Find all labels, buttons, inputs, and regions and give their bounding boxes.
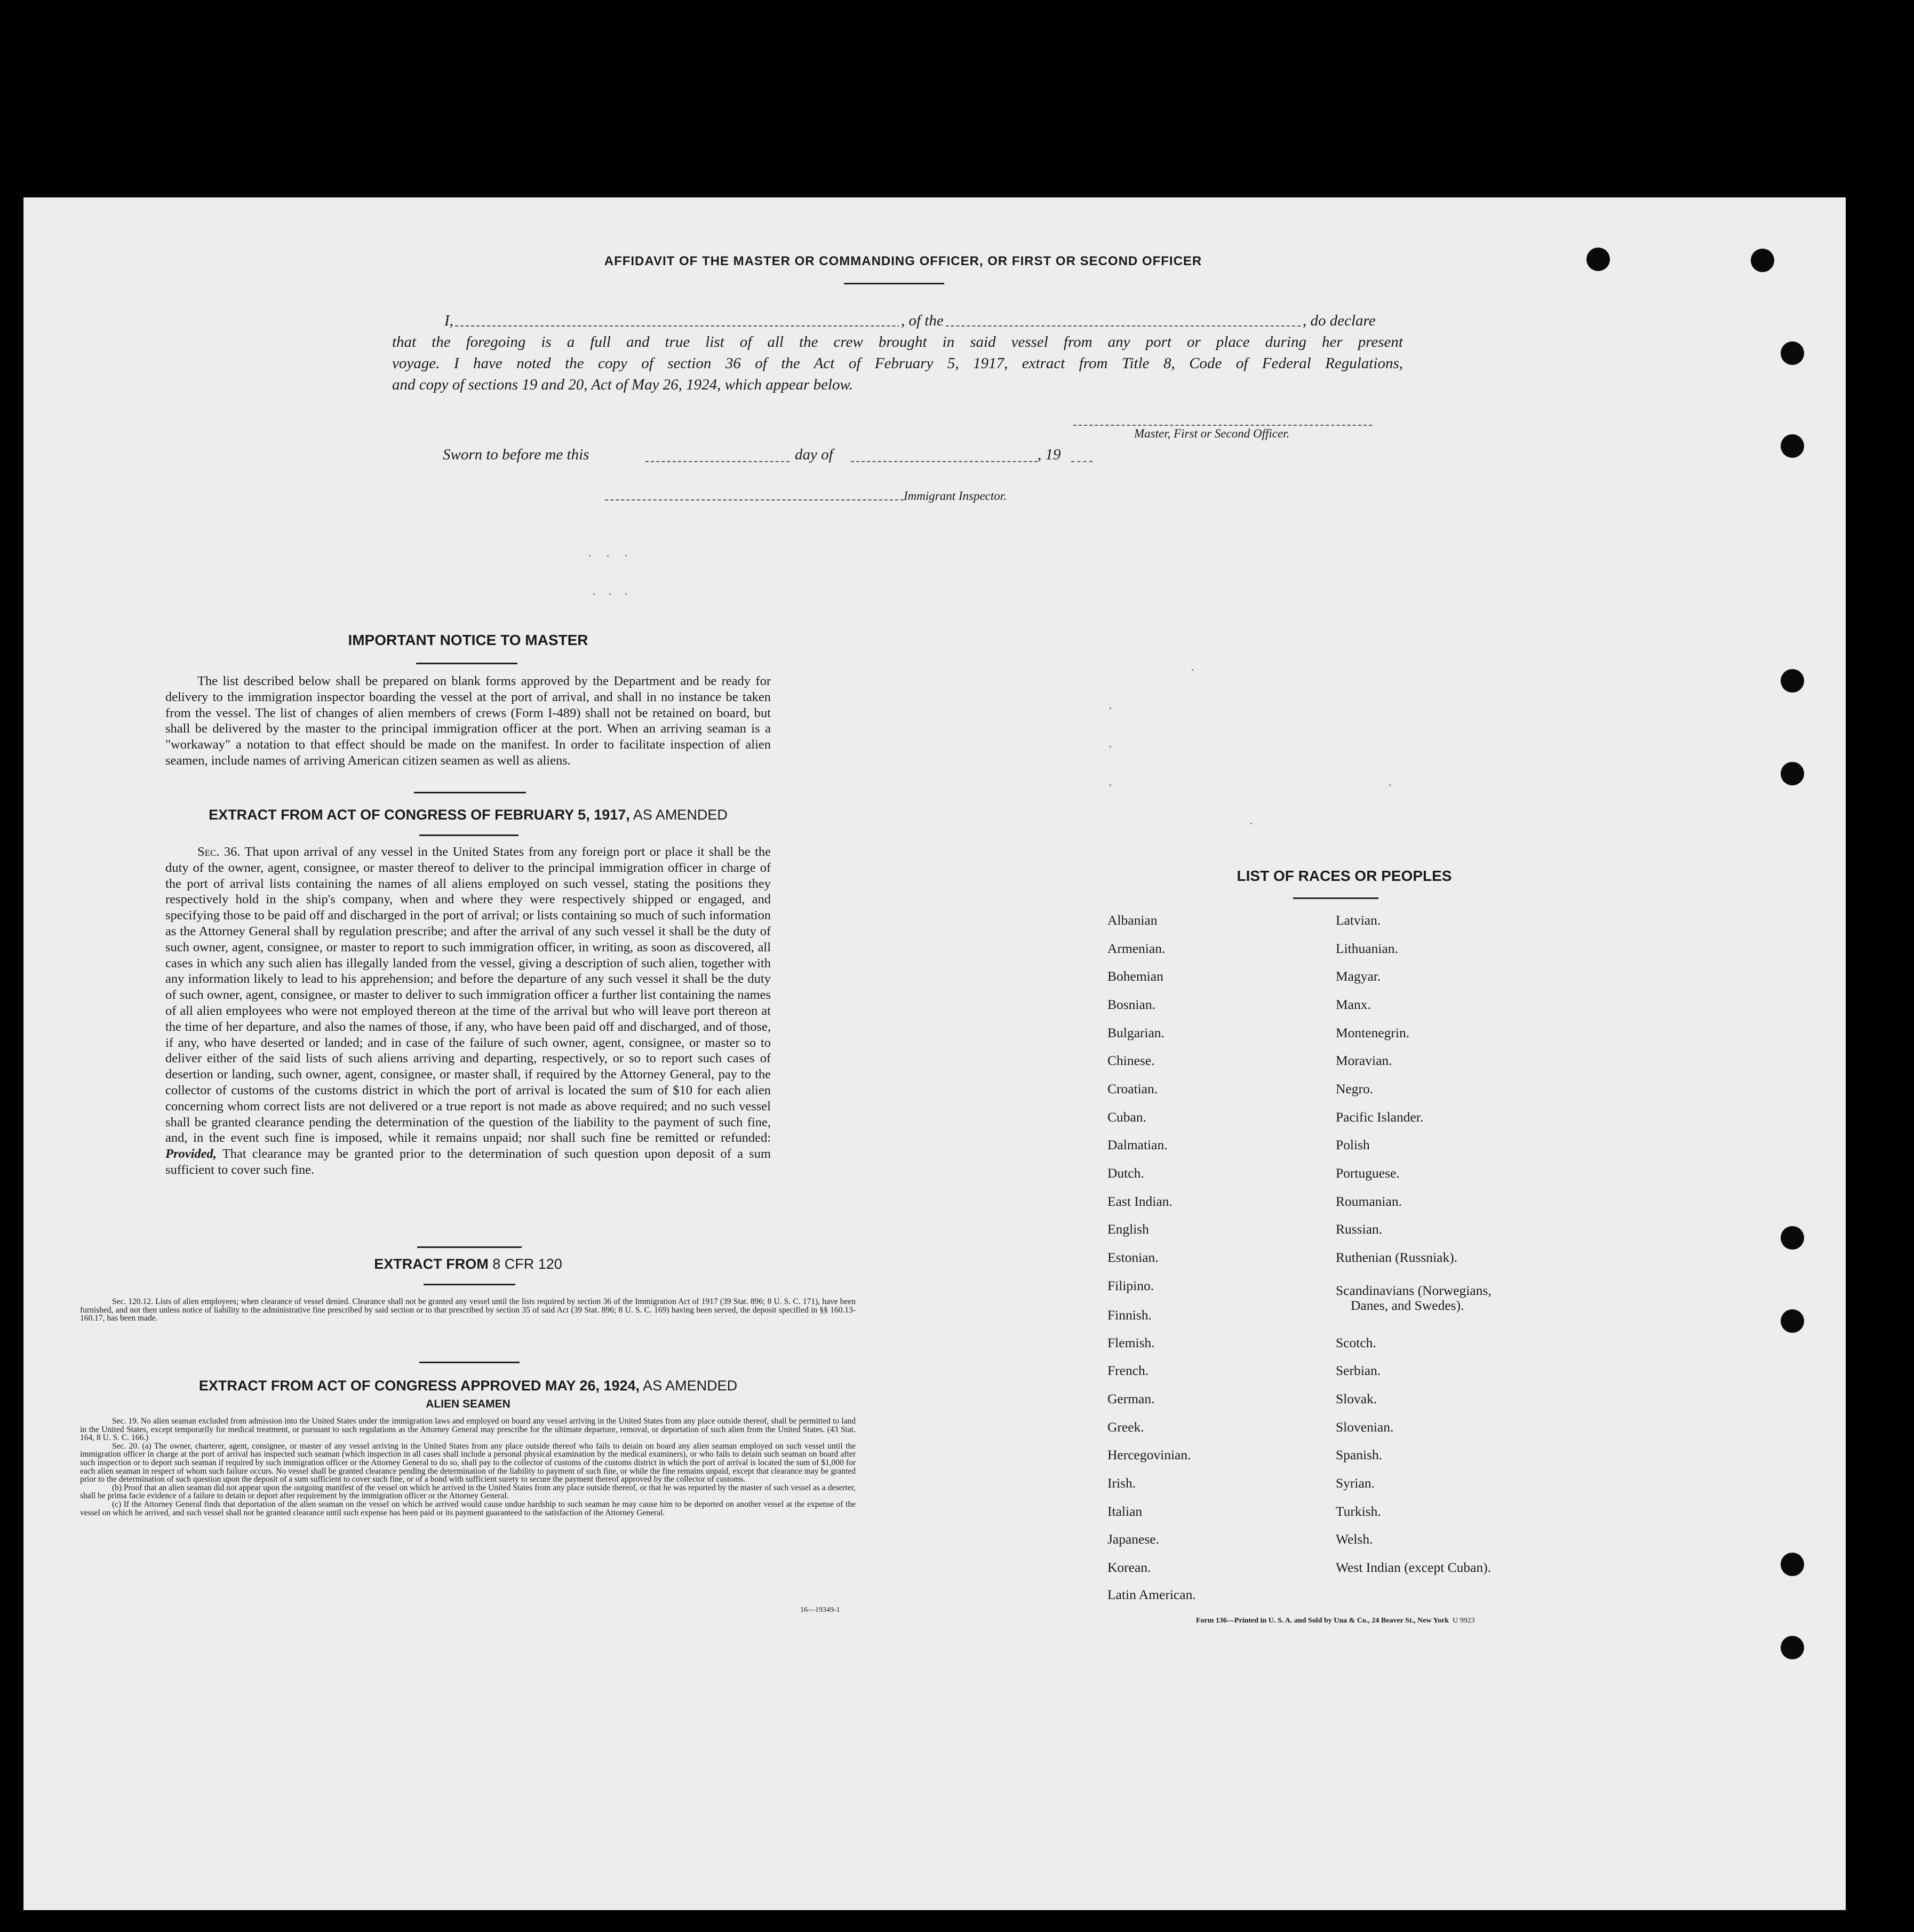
race-item: Dutch. (1107, 1165, 1144, 1181)
race-item: Flemish. (1107, 1335, 1155, 1350)
scan-speck (607, 555, 609, 556)
race-item: Estonian. (1107, 1250, 1159, 1265)
race-item: Latvian. (1336, 912, 1381, 928)
binder-hole (1781, 434, 1804, 458)
extract-cfr-title-rest: 8 CFR 120 (488, 1256, 562, 1272)
scan-speck (593, 593, 595, 595)
divider (419, 1362, 520, 1363)
form-code: 16—19349-1 (800, 1606, 840, 1614)
race-item: German. (1107, 1391, 1155, 1406)
inspector-label: Immigrant Inspector. (904, 489, 1007, 503)
binder-hole (1781, 1226, 1804, 1250)
declarant-prefix: I, (444, 312, 453, 329)
race-item: Serbian. (1336, 1363, 1381, 1378)
race-item: Welsh. (1336, 1531, 1373, 1547)
divider (419, 834, 519, 836)
affidavit-line-2: that the foregoing is a full and true list of all the crew brought in said vessel from any port or place during her present (392, 333, 1403, 351)
race-item: Portuguese. (1336, 1165, 1400, 1181)
extract-1917-title-bold: EXTRACT FROM ACT OF CONGRESS OF FEBRUARY 5, 1917, (209, 807, 630, 823)
extract-1924-title-rest: AS AMENDED (640, 1378, 738, 1394)
race-item: Ruthenian (Russniak). (1336, 1250, 1458, 1265)
race-item: Bosnian. (1107, 997, 1155, 1012)
race-item: Chinese. (1107, 1053, 1155, 1068)
extract-1917-body (165, 844, 771, 1178)
extract-1917-title-rest: AS AMENDED (629, 807, 728, 823)
extract-1924-title-bold: EXTRACT FROM ACT OF CONGRESS APPROVED MAY 26, 1924, (198, 1378, 640, 1394)
divider (416, 663, 517, 664)
race-item: Hercegovinian. (1107, 1447, 1191, 1462)
race-item: Scandinavians (Norwegians, (1336, 1283, 1492, 1298)
divider (1293, 897, 1378, 899)
race-item: Montenegrin. (1336, 1025, 1410, 1040)
section-20c-paragraph: (c) If the Attorney General finds that deportation of the alien seaman on the vessel on which he arrived would cause undue hardship to such seaman he may cause him to be deported on another vessel at the expense of the vessel on which he arrived, and such vessel shall not be granted clearance until such expense has been paid or its payment guaranteed to the satisfaction of the Attorney General. (80, 1499, 856, 1517)
binder-hole (1586, 248, 1610, 271)
race-item: Slovak. (1336, 1391, 1377, 1406)
scan-speck (1110, 784, 1111, 786)
of-the-label: , of the (899, 311, 946, 331)
scan-speck (589, 555, 591, 556)
binder-hole (1781, 1309, 1804, 1333)
race-item: Polish (1336, 1137, 1370, 1152)
scan-speck (609, 593, 611, 595)
printer-code: U 9923 (1453, 1617, 1475, 1625)
race-item: Russian. (1336, 1221, 1383, 1237)
extract-1917-title (155, 807, 781, 823)
do-declare-label: , do declare (1301, 311, 1376, 331)
race-item: Manx. (1336, 997, 1371, 1012)
race-item: Turkish. (1336, 1504, 1381, 1519)
binder-hole (1781, 1553, 1804, 1576)
affidavit-line-4: and copy of sections 19 and 20, Act of May 26, 1924, which appear below. (392, 376, 853, 393)
extract-1924-body (80, 1417, 856, 1517)
race-item: Lithuanian. (1336, 941, 1398, 956)
race-item: Japanese. (1107, 1531, 1159, 1547)
race-item: Roumanian. (1336, 1194, 1402, 1209)
races-title: LIST OF RACES OR PEOPLES (1237, 868, 1452, 884)
section-36-text: That upon arrival of any vessel in the United States from any foreign port or place it shall be the duty of the owner, agent, consignee, or master thereof to deliver to the principal immigration officer in charge of the port of arrival lists containing the names of all aliens employed on such vessel, stating the positions they respectively hold in the ship's company, when and where they were respectively shipped or engaged, and specifying those to be paid off and discharged in the port of arrival; or lists containing so much of such information as the Attorney General shall by regulation prescribe; and after the arrival of any such vessel it shall be the duty of such owner, agent, consignee, or master to report to such immigration officer, in writing, as soon as discovered, all cases in which any such alien has illegally landed from the vessel, giving a description of such alien, together with any information likely to lead to his apprehension; and before the departure of any such vessel it shall be the duty of such owner, agent, consignee, or master to deliver to such immigration officer a further list containing the names of all alien employees who were not employed thereon at the time of the arrival but who will leave port thereon at the time of her departure, and also the names of those, if any, who have been paid off and discharged, and of those, if any, who have deserted or landed; and in case of the failure of such owner, agent, consignee, or master so to deliver either of the said lists of such aliens arriving and departing, respectively, or so to report such cases of desertion or landing, such owner, agent, consignee, or master shall, if required by the Attorney General, pay to the collector of customs of the customs district in which the port of arrival is located the sum of $10 for each alien concerning whom correct lists are not delivered or a true report is not made as above required; and no such vessel shall be granted clearance pending the determination of the question of the liability to the payment of such fine, and, in the event such fine is imposed, while it remains unpaid; nor shall such fine be remitted or refunded: (165, 845, 771, 1146)
sworn-month-field[interactable] (851, 461, 1038, 462)
race-item: West Indian (except Cuban). (1336, 1560, 1492, 1575)
binder-hole (1781, 341, 1804, 365)
extract-1924-title (155, 1378, 781, 1394)
race-item: Croatian. (1107, 1081, 1158, 1096)
notice-title: IMPORTANT NOTICE TO MASTER (348, 632, 588, 648)
affidavit-line-3: voyage. I have noted the copy of section 36 of the Act of February 5, 1917, extract from Title 8, Code of Federal Regulations, (392, 355, 1403, 372)
sworn-year-label: , 19 (1038, 446, 1061, 463)
race-item: East Indian. (1107, 1194, 1173, 1209)
race-item: Italian (1107, 1504, 1143, 1519)
master-signature-line[interactable] (1073, 425, 1372, 426)
extract-cfr-title-bold: EXTRACT FROM (374, 1256, 489, 1272)
binder-hole (1781, 669, 1804, 693)
declarant-name-field[interactable] (455, 325, 1301, 327)
binder-hole (1781, 762, 1804, 785)
sworn-year-field[interactable] (1071, 461, 1092, 462)
race-item: Finnish. (1107, 1307, 1152, 1323)
scan-speck (625, 593, 627, 595)
race-item: Spanish. (1336, 1447, 1383, 1462)
sworn-line (443, 446, 1094, 467)
race-item: Filipino. (1107, 1278, 1154, 1293)
race-item: Pacific Islander. (1336, 1109, 1424, 1125)
printer-footer (1196, 1617, 1475, 1625)
scan-speck (1110, 707, 1111, 709)
race-item: Danes, and Swedes). (1351, 1298, 1464, 1313)
race-item: Bohemian (1107, 968, 1163, 984)
race-item: Scotch. (1336, 1335, 1376, 1350)
race-item: Korean. (1107, 1560, 1151, 1575)
alien-seamen-subtitle: ALIEN SEAMEN (426, 1398, 511, 1410)
race-item: Greek. (1107, 1419, 1144, 1435)
race-item: Albanian (1107, 912, 1158, 928)
divider (417, 1246, 522, 1248)
affidavit-title: AFFIDAVIT OF THE MASTER OR COMMANDING OFFICER, OR FIRST OR SECOND OFFICER (604, 254, 1202, 268)
extract-cfr-body (80, 1298, 856, 1323)
section-36-proviso: That clearance may be granted prior to the determination of such question upon deposit of a sum sufficient to cover such fine. (165, 1147, 771, 1177)
race-item: French. (1107, 1363, 1149, 1378)
race-item: English (1107, 1221, 1149, 1237)
race-item: Cuban. (1107, 1109, 1146, 1125)
binder-hole (1751, 249, 1774, 272)
printer-text: Form 136—Printed in U. S. A. and Sold by Una & Co., 24 Beaver St., New York (1196, 1617, 1449, 1625)
section-36-paragraph (165, 844, 771, 1178)
race-item: Syrian. (1336, 1475, 1375, 1491)
sworn-day-label: day of (795, 446, 833, 463)
master-signature-label: Master, First or Second Officer. (1134, 427, 1290, 440)
scan-speck (1389, 784, 1391, 786)
inspector-signature-line[interactable] (605, 499, 904, 500)
race-item: Magyar. (1336, 968, 1381, 984)
notice-body (165, 673, 771, 769)
binder-hole (1781, 1636, 1804, 1659)
section-19-paragraph: Sec. 19. No alien seaman excluded from admission into the United States under the immigration laws and employed on board any vessel arriving in the United States from any place outside thereof, shall be permitted to land in the United States, except temporarily for medical treatment, or pursuant to such regulations as the Attorney General may prescribe for the ultimate departure, removal, or deportation of such alien from the United States. (43 Stat. 164, 8 U. S. C. 166.) (80, 1417, 856, 1443)
scan-speck (1192, 669, 1193, 671)
title-underline (844, 283, 944, 284)
notice-paragraph: The list described below shall be prepared on blank forms approved by the Department and be ready for delivery to the immigration inspector boarding the vessel at the port of arrival, and shall in no instance be taken from the vessel. The list of changes of alien members of crews (Form I-489) shall not be retained on board, but shall be delivered by the master to the principal immigration officer at the port. When an arriving seaman is a "workaway" a notation to that effect should be made on the manifest. In order to facilitate inspection of alien seamen, include names of arriving American citizen seamen as well as aliens. (165, 674, 771, 768)
divider (414, 792, 526, 793)
extract-cfr-title (155, 1256, 781, 1273)
section-20a-paragraph: Sec. 20. (a) The owner, charterer, agent, consignee, or master of any vessel arriving in the United States from any place outside thereof who fails to detain on board any alien seaman employed on such vessel until the immigration officer in charge at the port of arrival has inspected such seaman (which inspection in all cases shall include a personal physical examination by the medical examiners), or who fails to detain such seaman on board after such inspection or to deport such seaman if required by such immigration officer or the Attorney General to do so, shall pay to the collector of customs of the customs district in which the port of arrival is located the sum of $1,000 for each alien seaman in respect of whom such failure occurs. No vessel shall be granted clearance pending the determination of the liability to payment of such fine, or while the fine remains unpaid, except that clearance may be granted prior to the determination of such question upon the deposit of a sum sufficient to cover such fine, or of a bond with sufficient surety to secure the payment thereof approved by the collector of customs. (80, 1441, 856, 1484)
scan-speck (1110, 746, 1111, 748)
race-item: Dalmatian. (1107, 1137, 1168, 1152)
race-item: Moravian. (1336, 1053, 1392, 1068)
section-20b-paragraph: (b) Proof that an alien seaman did not appear upon the outgoing manifest of the vessel on which he arrived in the United States from any place outside thereof, or that he was reported by the master of such vessel as a deserter, shall be prima facie evidence of a failure to detain or deport after requirement by the immigration officer or the Attorney General. (80, 1483, 856, 1501)
race-item: Slovenian. (1336, 1419, 1394, 1435)
race-item: Bulgarian. (1107, 1025, 1165, 1040)
race-item: Armenian. (1107, 941, 1166, 956)
provided-word: Provided, (165, 1147, 217, 1162)
race-item: Irish. (1107, 1475, 1136, 1491)
race-item: Latin American. (1107, 1587, 1196, 1602)
section-36-label: Sec. 36. (197, 845, 241, 859)
sworn-day-field[interactable] (645, 461, 789, 462)
sworn-prefix: Sworn to before me this (443, 446, 589, 463)
scan-speck (1250, 823, 1252, 824)
race-item: Negro. (1336, 1081, 1374, 1096)
cfr-paragraph: Sec. 120.12. Lists of alien employees; when clearance of vessel denied. Clearance shall not be granted any vessel until the lists required by section 36 of the Immigration Act of 1917 (39 Stat. 896; 8 U. S. C. 171), have been furnished, and not then unless notice of liability to the administrative fine prescribed by said section or to that prescribed by section 35 of said Act (39 Stat. 896; 8 U. S. C. 169) having been served, the deposit specified in §§ 160.13-160.17, has been made. (80, 1297, 856, 1323)
divider (424, 1284, 515, 1285)
scan-speck (625, 555, 627, 556)
affidavit-line-1 (392, 311, 1403, 331)
